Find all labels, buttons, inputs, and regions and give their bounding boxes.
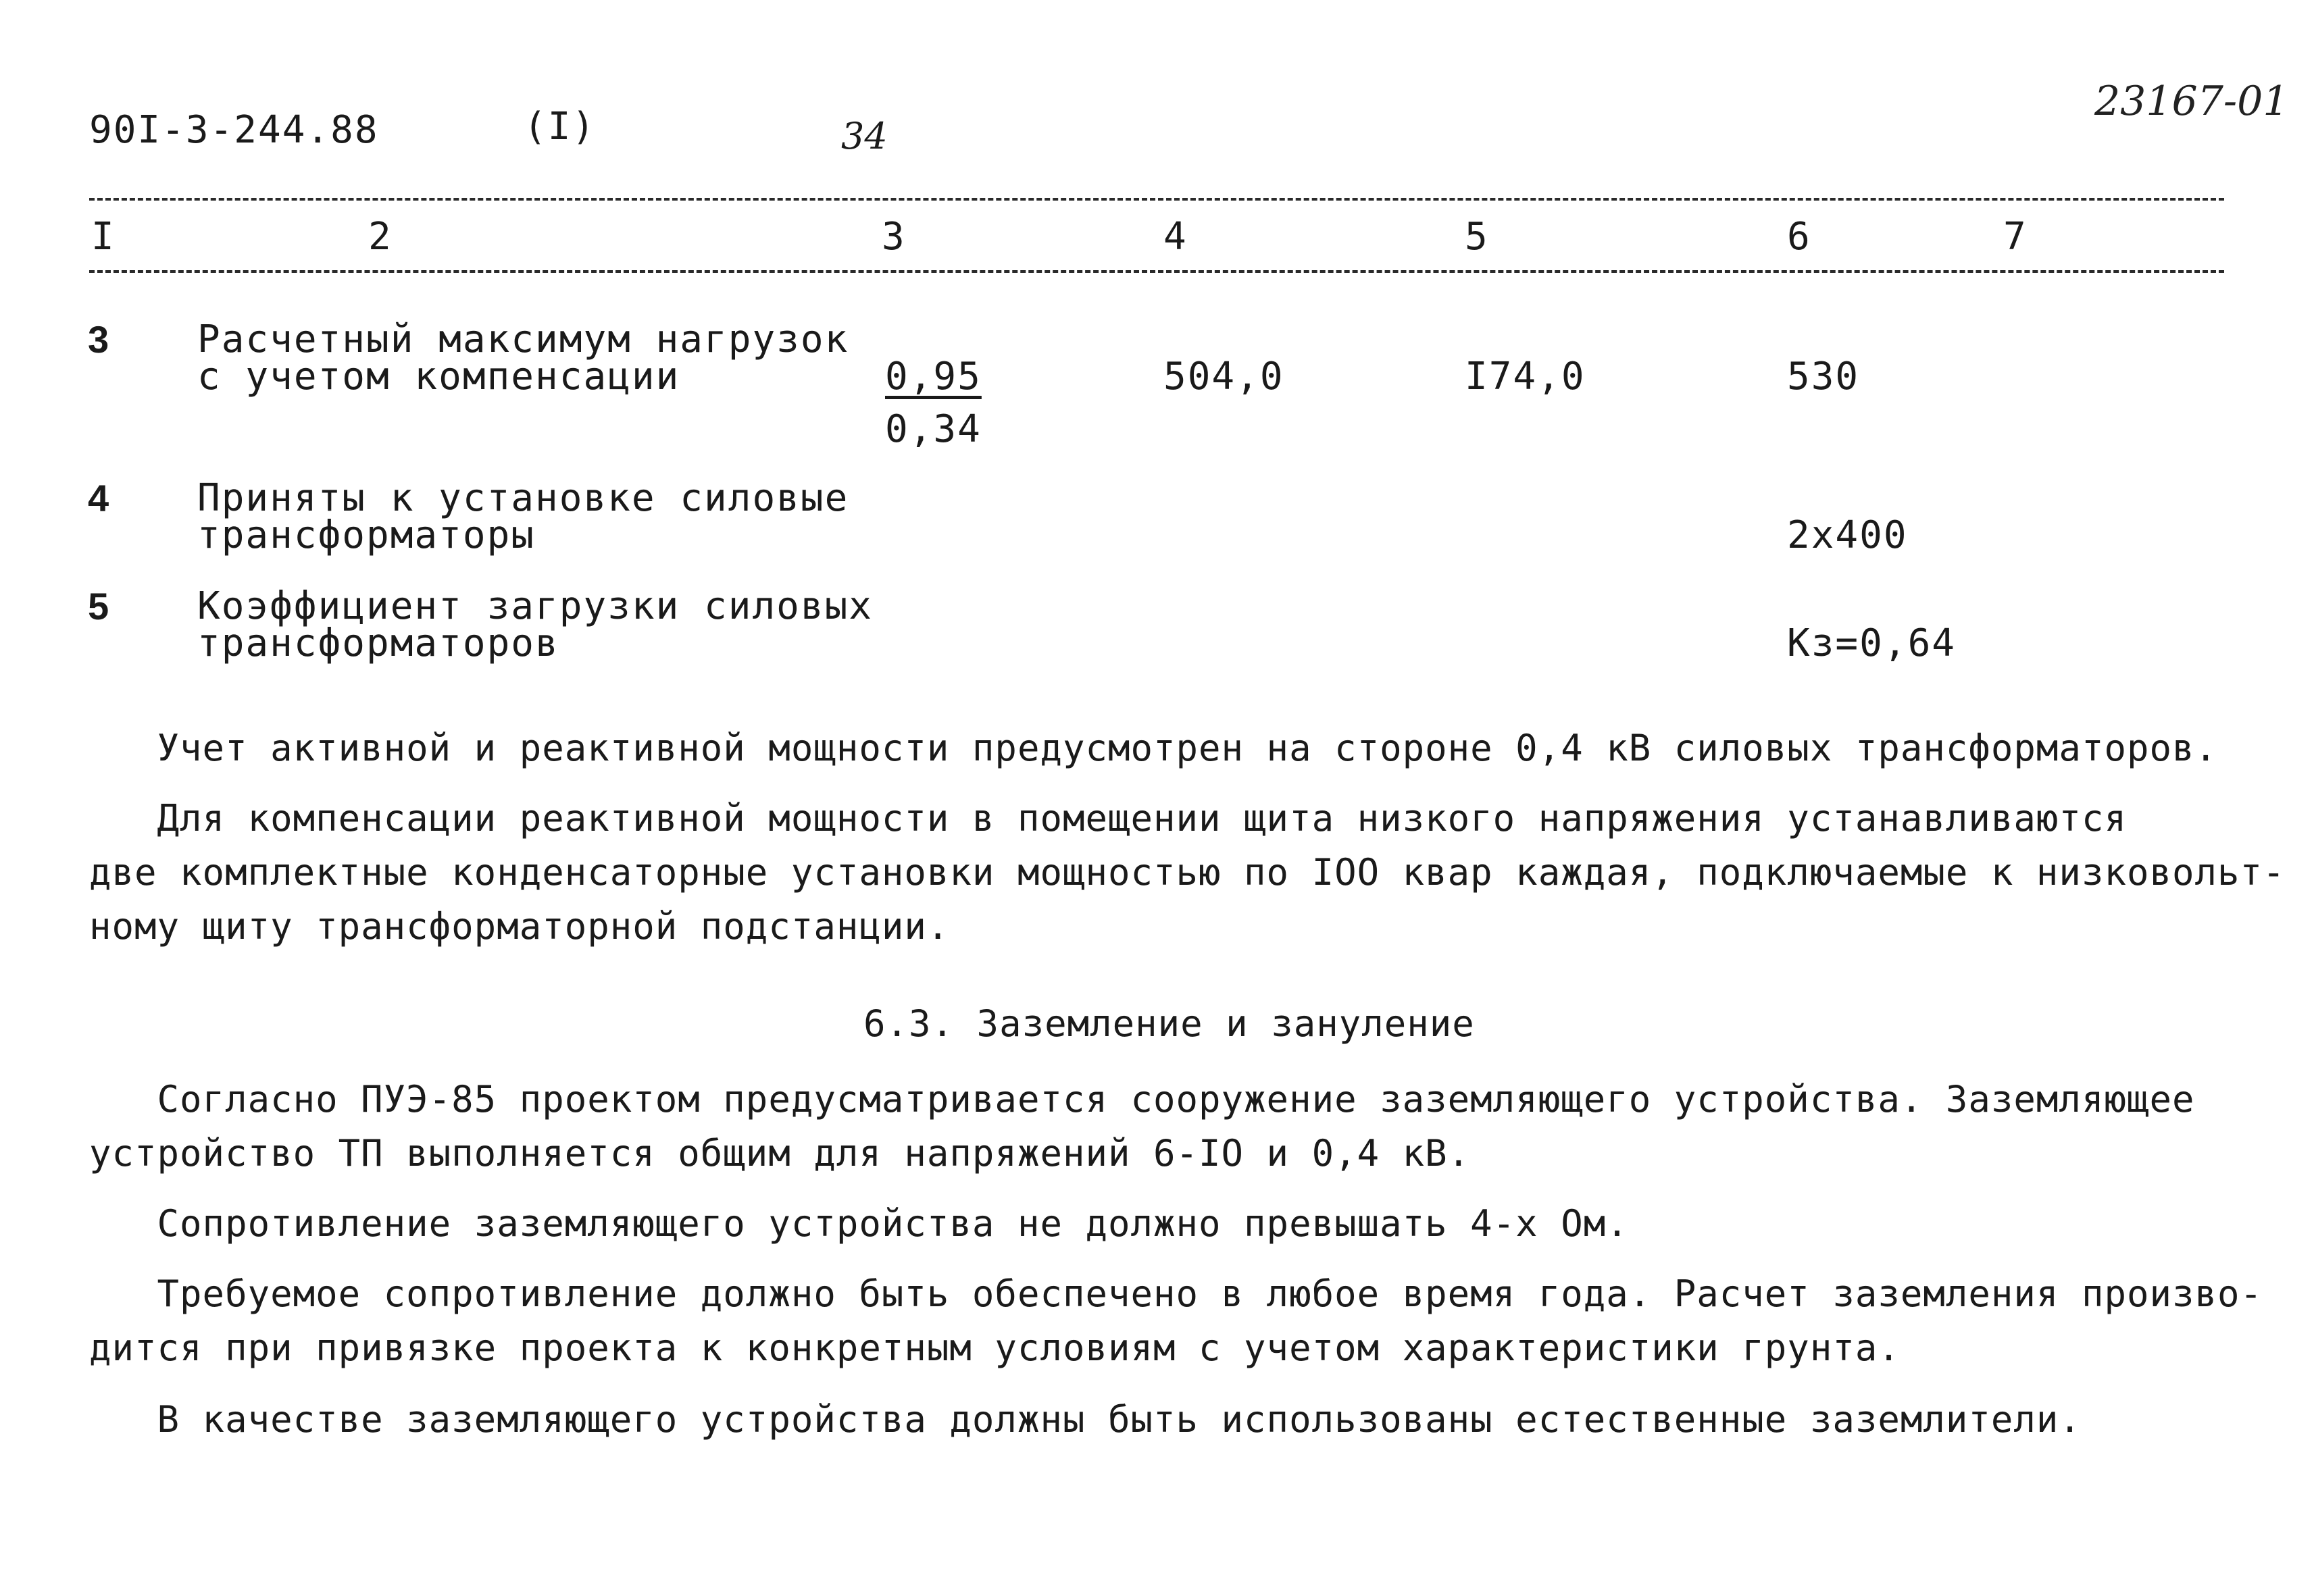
paragraph-natural-electrodes	[89, 1393, 2238, 1447]
section-label: (I)	[524, 105, 597, 149]
text-line: Сопротивление заземляющего устройства не должно превышать 4-х Ом.	[89, 1202, 1629, 1245]
tg-phi-value: 0,34	[885, 407, 982, 451]
row-description: Приняты к установке силовые	[197, 476, 849, 520]
paragraph-grounding-device	[89, 1073, 2238, 1181]
row-number: 3	[88, 318, 109, 361]
row-number: 5	[88, 585, 109, 627]
paragraph-compensation	[89, 792, 2286, 954]
text-line: Требуемое сопротивление должно быть обеспечено в любое время года. Расчет заземления произво-	[89, 1272, 2263, 1315]
text-line: ному щиту трансформаторной подстанции.	[89, 905, 950, 948]
row-description: с учетом компенсации	[197, 355, 680, 398]
text-line: Учет активной и реактивной мощности предусмотрен на стороне 0,4 кВ силовых трансформаторов.	[89, 727, 2218, 769]
row-number: 4	[88, 477, 109, 519]
table-header-rule	[89, 270, 2224, 273]
active-power-value: 504,0	[1163, 355, 1284, 398]
col-header-4: 4	[1163, 215, 1188, 259]
paragraph-required-resistance	[89, 1267, 2263, 1375]
apparent-power-value: 530	[1787, 355, 1860, 398]
col-header-3: 3	[882, 215, 906, 259]
row-description: Коэффициент загрузки силовых	[197, 584, 874, 628]
text-line: Согласно ПУЭ-85 проектом предусматривается сооружение заземляющего устройства. Заземляющее	[89, 1078, 2195, 1121]
col-header-5: 5	[1465, 215, 1489, 259]
row-description: трансформаторов	[197, 621, 559, 665]
col-header-2: 2	[368, 215, 393, 259]
load-factor-value: Кз=0,64	[1787, 621, 1957, 665]
stamp-number: 23167-01	[2094, 78, 2289, 125]
text-line: дится при привязке проекта к конкретным условиям с учетом характеристики грунта.	[89, 1327, 1901, 1369]
text-line: В качестве заземляющего устройства должны быть использованы естественные заземлители.	[89, 1398, 2082, 1441]
section-heading: 6.3. Заземление и зануление	[863, 1002, 1475, 1045]
row-description: трансформаторы	[197, 513, 536, 557]
cos-phi-value: 0,95	[885, 355, 982, 398]
text-line: две комплектные конденсаторные установки мощностью по IOO квар каждая, подключаемые к низковольт-	[89, 851, 2286, 894]
row-description: Расчетный максимум нагрузок	[197, 317, 849, 361]
transformer-config: 2x400	[1787, 513, 1908, 557]
reactive-power-value: I74,0	[1465, 355, 1586, 398]
text-line: Для компенсации реактивной мощности в помещении щита низкого напряжения устанавливаются	[89, 797, 2127, 840]
col-header-6: 6	[1787, 215, 1811, 259]
paragraph-metering	[89, 721, 2238, 775]
page-number: 34	[841, 115, 888, 157]
table-top-rule	[89, 198, 2224, 201]
paragraph-resistance	[89, 1197, 2238, 1251]
text-line: устройство ТП выполняется общим для напряжений 6-IO и 0,4 кВ.	[89, 1132, 1471, 1175]
document-code: 90I-3-244.88	[89, 108, 379, 152]
col-header-7: 7	[2003, 215, 2028, 259]
col-header-1: I	[91, 215, 116, 259]
